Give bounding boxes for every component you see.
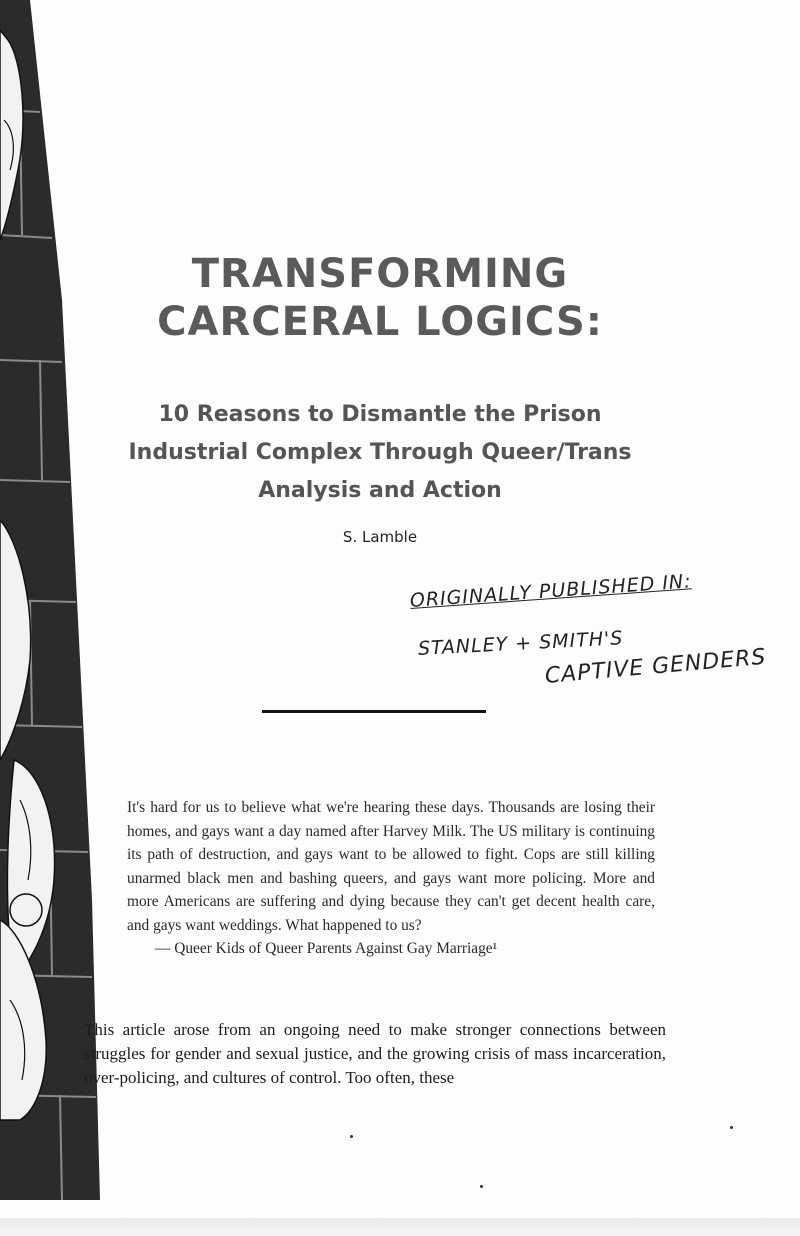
epigraph-attribution: — Queer Kids of Queer Parents Against Gay Marriage¹ xyxy=(155,940,498,957)
epigraph-text: It's hard for us to believe what we're hearing these days. Thousands are losing their homes, and gays want a day named after Harvey Milk. The US military is continuing its path of destruction, and gays want to be allowed to fight. Cops are still killing unarmed black men and bashing queers, and gays want more policing. More and more Americans are suffering and dying because they can't get decent health care, and gays want weddings. What happened to us? xyxy=(127,799,655,934)
scan-speck xyxy=(350,1135,353,1138)
title-line-1: TRANSFORMING xyxy=(191,251,569,297)
handwritten-note-line-1: ORIGINALLY PUBLISHED IN: xyxy=(409,570,693,612)
scan-speck xyxy=(480,1185,483,1188)
handwritten-note-line-2: STANLEY + SMITH'S xyxy=(417,627,624,660)
body-paragraph-text: This article arose from an ongoing need to make stronger connections between struggles for gender and sexual justice, and the growing crisis of mass incarceration, over-policing, and cultures of control. Too often, these xyxy=(84,1020,666,1087)
subtitle-line-2: Industrial Complex Through Queer/Trans xyxy=(128,440,632,465)
section-divider xyxy=(262,710,486,713)
subtitle-line-1: 10 Reasons to Dismantle the Prison xyxy=(158,402,602,427)
title-line-2: CARCERAL LOGICS: xyxy=(157,299,603,345)
subtitle-line-3: Analysis and Action xyxy=(258,478,502,503)
scan-speck xyxy=(730,1126,733,1129)
author-name: S. Lamble xyxy=(342,528,418,546)
article-subtitle xyxy=(100,396,660,510)
handwritten-note-line-3: CAPTIVE GENDERS xyxy=(543,644,768,689)
article-title xyxy=(100,250,660,346)
body-paragraph xyxy=(84,1018,666,1090)
epigraph-quote xyxy=(127,796,655,960)
scan-bottom-edge xyxy=(0,1218,800,1236)
